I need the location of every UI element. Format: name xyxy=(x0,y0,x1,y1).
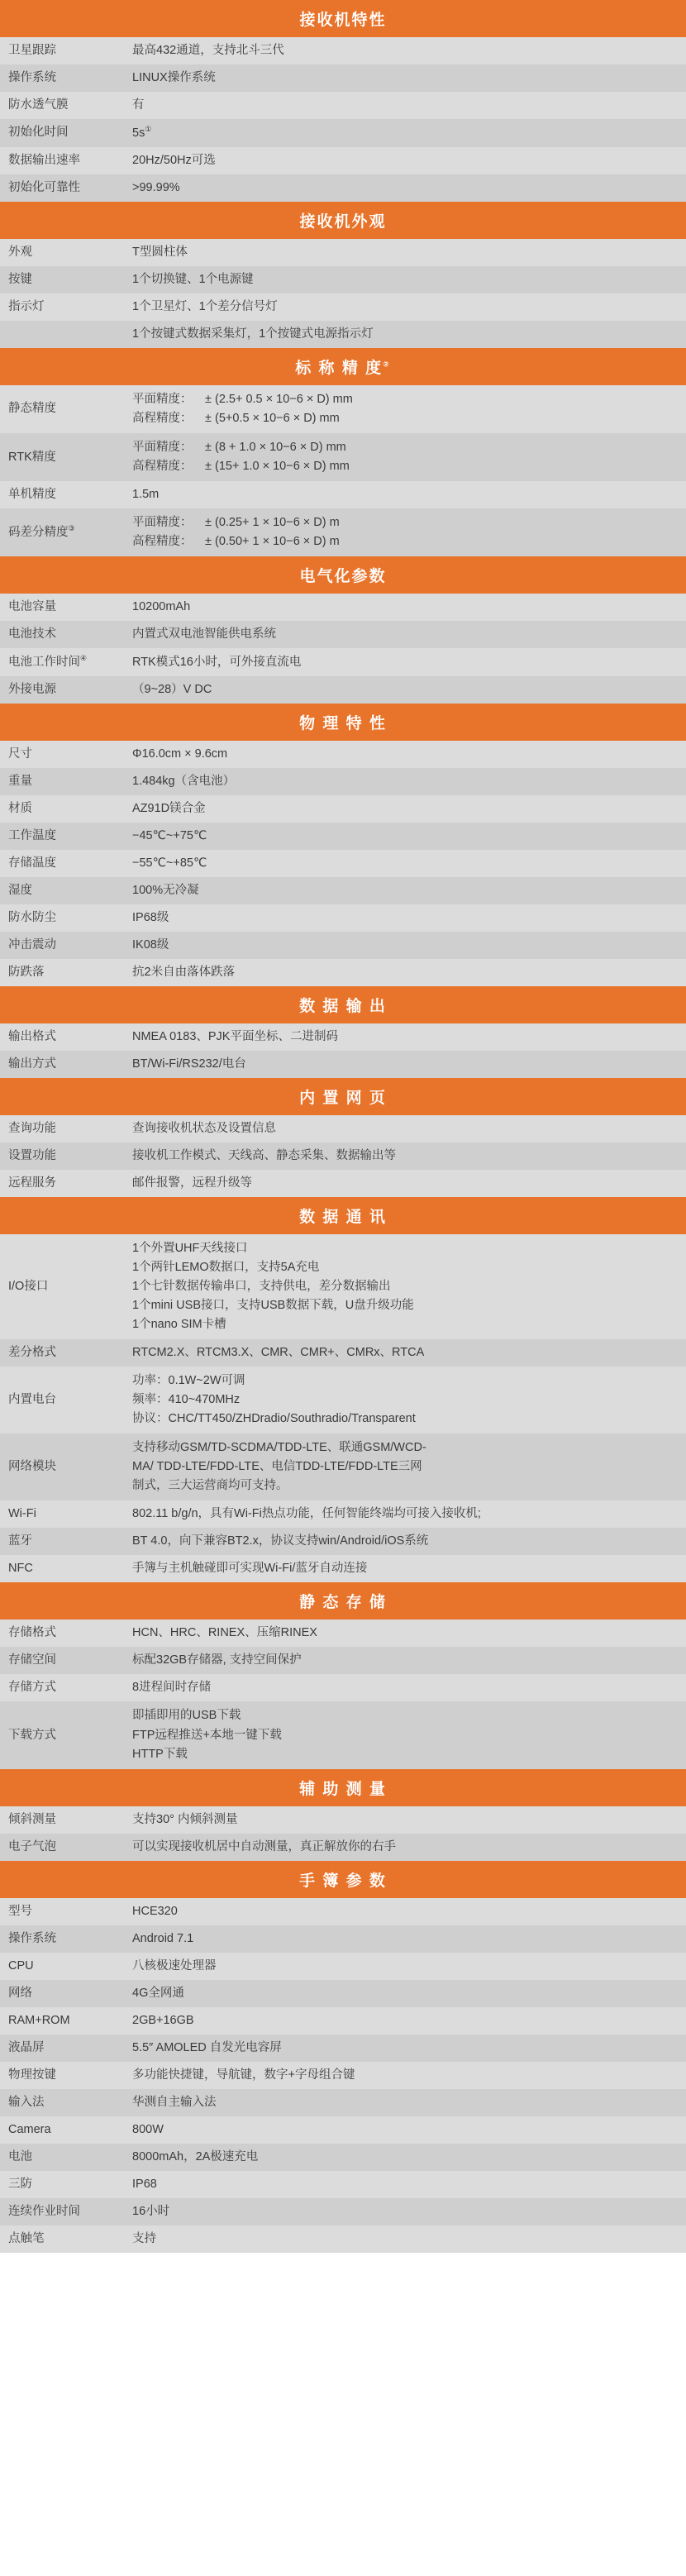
table-row xyxy=(0,1674,686,1701)
value-line: 1个外置UHF天线接口 xyxy=(132,1242,248,1256)
row-label: 查询功能 xyxy=(0,1115,124,1143)
table-row xyxy=(0,1339,686,1367)
row-label: 存储方式 xyxy=(0,1674,124,1701)
value-sub-text: ± (0.50+ 1 × 10−6 × D) m xyxy=(205,535,340,549)
row-label: 电池技术 xyxy=(0,621,124,648)
row-value: 1个卫星灯、1个差分信号灯 xyxy=(124,293,686,321)
row-label: 外观 xyxy=(0,239,124,266)
value-line xyxy=(132,513,678,532)
table-row xyxy=(0,1500,686,1528)
spec-table xyxy=(0,741,686,986)
table-row xyxy=(0,1367,686,1433)
value-line: MA/ TDD-LTE/FDD-LTE、电信TDD-LTE/FDD-LTE三网 xyxy=(132,1460,422,1474)
row-value: NMEA 0183、PJK平面坐标、二进制码 xyxy=(124,1023,686,1051)
section-header: 接收机特性 xyxy=(0,0,686,37)
table-row xyxy=(0,174,686,202)
value-sub-label: 高程精度： xyxy=(132,535,193,549)
row-value: −45℃~+75℃ xyxy=(124,823,686,850)
value-line: 即插即用的USB下载 xyxy=(132,1709,241,1723)
row-value: 1.5m xyxy=(124,481,686,508)
table-row xyxy=(0,877,686,904)
footnote-marker: ③ xyxy=(68,524,75,533)
table-row xyxy=(0,385,686,433)
row-value: 最高432通道，支持北斗三代 xyxy=(124,37,686,64)
row-label: 下载方式 xyxy=(0,1701,124,1768)
value-line xyxy=(132,438,678,457)
table-row xyxy=(0,1234,686,1339)
row-value: 八核极速处理器 xyxy=(124,1953,686,1980)
row-value: T型圆柱体 xyxy=(124,239,686,266)
table-row xyxy=(0,266,686,293)
row-value: 支持30° 内倾斜测量 xyxy=(124,1806,686,1834)
row-label: 液晶屏 xyxy=(0,2035,124,2062)
row-label: 静态精度 xyxy=(0,385,124,433)
table-row xyxy=(0,481,686,508)
table-row xyxy=(0,2116,686,2144)
footnote-marker: ② xyxy=(383,360,391,369)
row-value: 4G全网通 xyxy=(124,1980,686,2007)
row-label: 网络模块 xyxy=(0,1433,124,1500)
value-line: HTTP下载 xyxy=(132,1747,188,1761)
table-row xyxy=(0,2225,686,2253)
row-label: 冲击震动 xyxy=(0,932,124,959)
table-row xyxy=(0,1528,686,1555)
row-value: 802.11 b/g/n，具有Wi-Fi热点功能，任何智能终端均可接入接收机; xyxy=(124,1500,686,1528)
row-value: 5.5″ AMOLED 自发光电容屏 xyxy=(124,2035,686,2062)
value-sub-label: 平面精度： xyxy=(132,441,193,455)
row-value xyxy=(124,1433,686,1500)
table-row xyxy=(0,932,686,959)
row-value: 16小时 xyxy=(124,2198,686,2225)
row-label: 存储格式 xyxy=(0,1620,124,1647)
value-lines xyxy=(132,390,678,428)
row-value xyxy=(124,385,686,433)
table-row xyxy=(0,959,686,986)
spec-table xyxy=(0,594,686,704)
table-row xyxy=(0,2062,686,2089)
table-row xyxy=(0,850,686,877)
row-value: 100%无冷凝 xyxy=(124,877,686,904)
row-label: 初始化时间 xyxy=(0,119,124,147)
table-row xyxy=(0,823,686,850)
value-lines xyxy=(132,438,678,476)
spec-table xyxy=(0,1234,686,1582)
row-label: 存储温度 xyxy=(0,850,124,877)
row-value: 5s① xyxy=(124,119,686,147)
table-row xyxy=(0,1834,686,1861)
row-value: >99.99% xyxy=(124,174,686,202)
table-row xyxy=(0,1433,686,1500)
row-label: 防水防尘 xyxy=(0,904,124,932)
spec-table xyxy=(0,239,686,348)
section-header: 数 据 通 讯 xyxy=(0,1197,686,1234)
row-label: CPU xyxy=(0,1953,124,1980)
row-label: 按键 xyxy=(0,266,124,293)
row-value: 查询接收机状态及设置信息 xyxy=(124,1115,686,1143)
value-lines xyxy=(132,1239,678,1334)
row-label: 工作温度 xyxy=(0,823,124,850)
row-label: 设置功能 xyxy=(0,1143,124,1170)
row-value: 有 xyxy=(124,92,686,119)
row-value: 支持 xyxy=(124,2225,686,2253)
row-label: 点触笔 xyxy=(0,2225,124,2253)
spec-table xyxy=(0,1023,686,1078)
row-value: 2GB+16GB xyxy=(124,2007,686,2035)
row-value: RTK模式16小时，可外接直流电 xyxy=(124,648,686,676)
table-row xyxy=(0,621,686,648)
row-label: 型号 xyxy=(0,1898,124,1925)
table-row xyxy=(0,648,686,676)
section-header: 内 置 网 页 xyxy=(0,1078,686,1115)
value-line: 1个nano SIM卡槽 xyxy=(132,1318,226,1332)
value-line: 1个两针LEMO数据口，支持5A充电 xyxy=(132,1261,320,1275)
value-line: 频率：410~470MHz xyxy=(132,1393,241,1407)
table-row xyxy=(0,2198,686,2225)
row-value: −55℃~+85℃ xyxy=(124,850,686,877)
row-label: 外接电源 xyxy=(0,676,124,704)
row-label: NFC xyxy=(0,1555,124,1582)
table-row xyxy=(0,1620,686,1647)
table-row xyxy=(0,795,686,823)
table-row xyxy=(0,147,686,174)
row-label: 操作系统 xyxy=(0,64,124,92)
value-sub-text: ± (8 + 1.0 × 10−6 × D) mm xyxy=(205,441,346,455)
table-row xyxy=(0,321,686,348)
row-label: 倾斜测量 xyxy=(0,1806,124,1834)
value-sub-text: ± (15+ 1.0 × 10−6 × D) mm xyxy=(205,460,350,474)
value-lines xyxy=(132,1706,678,1763)
row-value: 10200mAh xyxy=(124,594,686,621)
row-label: 内置电台 xyxy=(0,1367,124,1433)
value-sub-label: 高程精度： xyxy=(132,460,193,474)
row-value: IP68级 xyxy=(124,904,686,932)
value-line: 1个七针数据传输串口，支持供电，差分数据输出 xyxy=(132,1280,391,1294)
table-row xyxy=(0,1115,686,1143)
value-sub-text: ± (2.5+ 0.5 × 10−6 × D) mm xyxy=(205,392,353,406)
row-label: 防水透气膜 xyxy=(0,92,124,119)
spec-table xyxy=(0,1806,686,1861)
spec-table xyxy=(0,385,686,556)
section-header: 手 簿 参 数 xyxy=(0,1861,686,1898)
table-row xyxy=(0,1051,686,1078)
row-label: 电池工作时间④ xyxy=(0,648,124,676)
spec-table xyxy=(0,37,686,202)
value-line: 支持移动GSM/TD-SCDMA/TDD-LTE、联通GSM/WCD- xyxy=(132,1441,426,1455)
row-label: Wi-Fi xyxy=(0,1500,124,1528)
table-row xyxy=(0,1898,686,1925)
table-row xyxy=(0,741,686,768)
table-row xyxy=(0,1806,686,1834)
row-value: Φ16.0cm × 9.6cm xyxy=(124,741,686,768)
row-value: RTCM2.X、RTCM3.X、CMR、CMR+、CMRx、RTCA xyxy=(124,1339,686,1367)
row-label: 尺寸 xyxy=(0,741,124,768)
value-sub-label: 高程精度： xyxy=(132,412,193,425)
value-line: 1个mini USB接口，支持USB数据下载，U盘升级功能 xyxy=(132,1299,414,1313)
footnote-marker: ① xyxy=(145,125,152,134)
row-value xyxy=(124,1701,686,1768)
table-row xyxy=(0,2144,686,2171)
table-row xyxy=(0,1925,686,1953)
table-row xyxy=(0,119,686,147)
row-value: 手簿与主机触碰即可实现Wi-Fi/蓝牙自动连接 xyxy=(124,1555,686,1582)
table-row xyxy=(0,2089,686,2116)
row-value: 抗2米自由落体跌落 xyxy=(124,959,686,986)
value-lines xyxy=(132,1438,678,1496)
value-line xyxy=(132,409,678,428)
table-row xyxy=(0,676,686,704)
value-sub-label: 平面精度： xyxy=(132,516,193,530)
value-lines xyxy=(132,513,678,551)
row-value: BT/Wi-Fi/RS232/电台 xyxy=(124,1051,686,1078)
table-row xyxy=(0,904,686,932)
row-value: 800W xyxy=(124,2116,686,2144)
row-value: HCN、HRC、RINEX、压缩RINEX xyxy=(124,1620,686,1647)
footnote-marker: ④ xyxy=(80,654,88,663)
row-value xyxy=(124,433,686,481)
table-row xyxy=(0,37,686,64)
section-header: 电气化参数 xyxy=(0,556,686,594)
row-label: 卫星跟踪 xyxy=(0,37,124,64)
row-label: I/O接口 xyxy=(0,1234,124,1339)
row-value xyxy=(124,1234,686,1339)
table-row xyxy=(0,2007,686,2035)
row-label: 电池 xyxy=(0,2144,124,2171)
table-row xyxy=(0,1980,686,2007)
row-label: 重量 xyxy=(0,768,124,795)
table-row xyxy=(0,1647,686,1674)
row-value: 1个按键式数据采集灯，1个按键式电源指示灯 xyxy=(124,321,686,348)
row-label: 防跌落 xyxy=(0,959,124,986)
row-label: 单机精度 xyxy=(0,481,124,508)
row-label: 湿度 xyxy=(0,877,124,904)
value-line: FTP远程推送+本地一键下载 xyxy=(132,1728,282,1742)
row-label: 蓝牙 xyxy=(0,1528,124,1555)
value-sub-label: 平面精度： xyxy=(132,392,193,406)
row-value: 多功能快捷键，导航键，数字+字母组合键 xyxy=(124,2062,686,2089)
table-row xyxy=(0,594,686,621)
row-value: 1个切换键、1个电源键 xyxy=(124,266,686,293)
value-line: 协议：CHC/TT450/ZHDradio/Southradio/Transparent xyxy=(132,1412,416,1426)
table-row xyxy=(0,1143,686,1170)
row-label: 物理按键 xyxy=(0,2062,124,2089)
row-label: 初始化可靠性 xyxy=(0,174,124,202)
row-value: 接收机工作模式、天线高、静态采集、数据输出等 xyxy=(124,1143,686,1170)
table-row xyxy=(0,433,686,481)
table-row xyxy=(0,2171,686,2198)
row-value: 标配32GB存储器, 支持空间保护 xyxy=(124,1647,686,1674)
row-label: 操作系统 xyxy=(0,1925,124,1953)
row-label: 网络 xyxy=(0,1980,124,2007)
row-label: 码差分精度③ xyxy=(0,508,124,556)
value-sub-text: ± (0.25+ 1 × 10−6 × D) m xyxy=(205,516,340,530)
value-line xyxy=(132,457,678,476)
table-row xyxy=(0,293,686,321)
row-value xyxy=(124,1367,686,1433)
value-line: 制式，三大运营商均可支持。 xyxy=(132,1479,288,1493)
row-label: RAM+ROM xyxy=(0,2007,124,2035)
row-label: RTK精度 xyxy=(0,433,124,481)
table-row xyxy=(0,2035,686,2062)
row-value: 可以实现接收机居中自动测量，真正解放你的右手 xyxy=(124,1834,686,1861)
section-header: 数 据 输 出 xyxy=(0,986,686,1023)
table-row xyxy=(0,1023,686,1051)
row-label: 远程服务 xyxy=(0,1170,124,1197)
value-line xyxy=(132,390,678,409)
row-value: Android 7.1 xyxy=(124,1925,686,1953)
row-label: 存储空间 xyxy=(0,1647,124,1674)
row-value: IK08级 xyxy=(124,932,686,959)
table-row xyxy=(0,92,686,119)
row-value: 邮件报警，远程升级等 xyxy=(124,1170,686,1197)
section-header: 接收机外观 xyxy=(0,202,686,239)
table-row xyxy=(0,1953,686,1980)
row-value xyxy=(124,508,686,556)
row-label: 数据输出速率 xyxy=(0,147,124,174)
table-row xyxy=(0,1170,686,1197)
section-header: 物 理 特 性 xyxy=(0,704,686,741)
row-label: 输出方式 xyxy=(0,1051,124,1078)
row-value: AZ91D镁合金 xyxy=(124,795,686,823)
table-row xyxy=(0,64,686,92)
value-line xyxy=(132,532,678,551)
spec-table xyxy=(0,1620,686,1768)
row-label: 差分格式 xyxy=(0,1339,124,1367)
row-label: 电子气泡 xyxy=(0,1834,124,1861)
table-row xyxy=(0,239,686,266)
row-value: HCE320 xyxy=(124,1898,686,1925)
value-line: 功率：0.1W~2W可调 xyxy=(132,1374,245,1388)
row-value: 华测自主输入法 xyxy=(124,2089,686,2116)
row-value: 1.484kg（含电池） xyxy=(124,768,686,795)
table-row xyxy=(0,508,686,556)
row-label: 输出格式 xyxy=(0,1023,124,1051)
row-label: 三防 xyxy=(0,2171,124,2198)
row-label: 材质 xyxy=(0,795,124,823)
value-lines xyxy=(132,1371,678,1429)
section-header: 静 态 存 储 xyxy=(0,1582,686,1620)
section-header: 辅 助 测 量 xyxy=(0,1769,686,1806)
row-value: 内置式双电池智能供电系统 xyxy=(124,621,686,648)
row-label: 输入法 xyxy=(0,2089,124,2116)
table-row xyxy=(0,1701,686,1768)
row-value: BT 4.0，向下兼容BT2.x，协议支持win/Android/iOS系统 xyxy=(124,1528,686,1555)
value-sub-text: ± (5+0.5 × 10−6 × D) mm xyxy=(205,412,340,425)
row-label: 指示灯 xyxy=(0,293,124,321)
row-value: （9~28）V DC xyxy=(124,676,686,704)
row-label: 连续作业时间 xyxy=(0,2198,124,2225)
row-value: 8进程间时存储 xyxy=(124,1674,686,1701)
table-row xyxy=(0,768,686,795)
row-value: IP68 xyxy=(124,2171,686,2198)
spec-table xyxy=(0,1115,686,1197)
row-value: 8000mAh，2A极速充电 xyxy=(124,2144,686,2171)
row-label xyxy=(0,321,124,348)
table-row xyxy=(0,1555,686,1582)
row-value: LINUX操作系统 xyxy=(124,64,686,92)
section-header: 标 称 精 度② xyxy=(0,348,686,385)
spec-table xyxy=(0,1898,686,2253)
row-value: 20Hz/50Hz可选 xyxy=(124,147,686,174)
row-label: Camera xyxy=(0,2116,124,2144)
row-label: 电池容量 xyxy=(0,594,124,621)
